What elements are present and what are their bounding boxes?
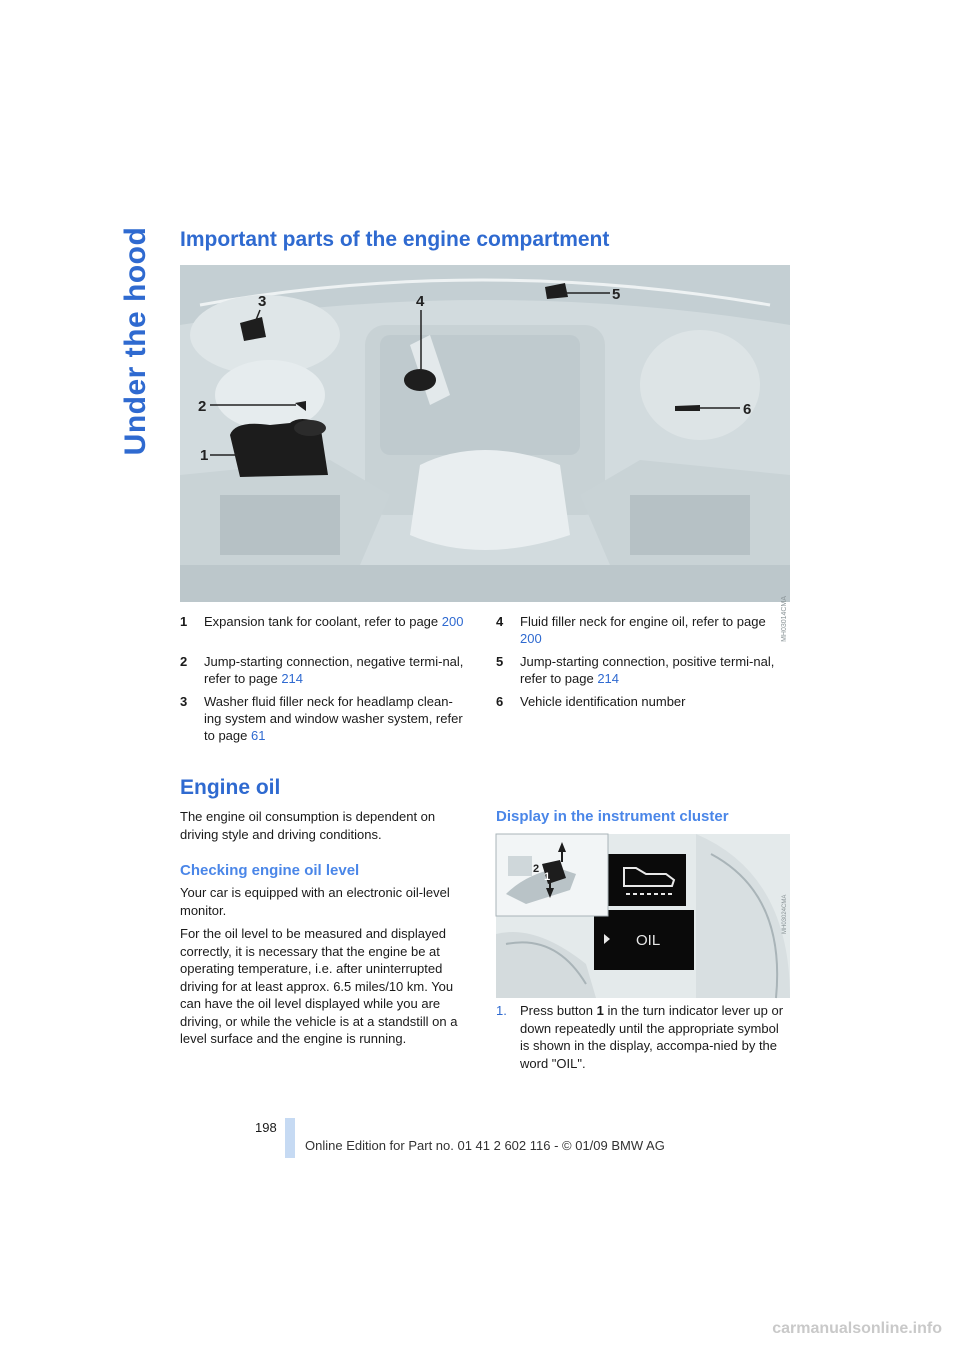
legend-item-6 — [496, 693, 786, 710]
side-tab-label: Under the hood — [119, 226, 152, 455]
callout-2: 2 — [198, 398, 207, 415]
step-number: 1. — [496, 1003, 507, 1018]
callout-1: 1 — [200, 447, 209, 464]
section-title-engine-oil: Engine oil — [180, 776, 281, 799]
page-link[interactable]: 200 — [441, 614, 464, 629]
callout-4: 4 — [416, 293, 425, 310]
legend-number: 1 — [180, 614, 188, 629]
photo-code: MH03014CMA — [781, 596, 788, 642]
legend-item-5 — [496, 653, 786, 687]
page-link[interactable]: 214 — [597, 671, 620, 686]
side-tab — [118, 228, 154, 453]
cluster-callout-2: 2 — [533, 863, 540, 875]
cluster-image-code: MH03024CMA — [782, 894, 788, 934]
footer-bar — [285, 1118, 295, 1158]
callout-3: 3 — [258, 293, 267, 310]
paragraph-measurement: For the oil level to be measured and displayed correctly, it is necessary that the engine be at operating temperature, i.e. after uninterrupted driving for at least approx. 6.5 miles/10 km. You can have the oil level displayed while you are driving, or while the vehicle is at a standstill on a level surface and the engine is running. — [180, 926, 458, 1046]
legend-number: 2 — [180, 654, 188, 669]
callout-6: 6 — [743, 401, 752, 418]
subsection-title-checking: Checking engine oil level — [180, 862, 360, 879]
callout-5: 5 — [612, 286, 621, 303]
page-number: 198 — [255, 1120, 277, 1135]
watermark: carmanualsonline.info — [772, 1320, 942, 1337]
legend-item-1 — [180, 613, 470, 630]
paragraph-monitor: Your car is equipped with an electronic oil-level monitor. — [180, 885, 450, 918]
section-title-engine-compartment: Important parts of the engine compartment — [180, 228, 610, 251]
cluster-callout-1: 1 — [544, 871, 551, 883]
legend-text: Jump-starting connection, negative termi-nal, refer to page — [204, 654, 464, 686]
step-button-ref: 1 — [596, 1003, 604, 1018]
step-1 — [496, 1002, 790, 1072]
subsection-title-display: Display in the instrument cluster — [496, 808, 729, 825]
legend-text: Expansion tank for coolant, refer to page — [204, 614, 442, 629]
page-link[interactable]: 61 — [251, 728, 266, 743]
legend-item-3 — [180, 693, 470, 744]
engine-illustration — [180, 265, 790, 602]
legend-number: 6 — [496, 694, 504, 709]
legend-number: 4 — [496, 614, 504, 629]
intro-paragraph: The engine oil consumption is dependent on driving style and driving conditions. — [180, 809, 436, 842]
legend-text: Jump-starting connection, positive termi-nal, refer to page — [520, 654, 775, 686]
legend-item-2 — [180, 653, 470, 687]
page-link[interactable]: 200 — [520, 631, 542, 646]
legend-item-4 — [496, 613, 786, 647]
step-text-before: Press button — [520, 1003, 597, 1018]
legend-text: Fluid filler neck for engine oil, refer to page — [520, 614, 766, 629]
legend-number: 3 — [180, 694, 188, 709]
step-text-after: in the turn indicator lever up or down repeatedly until the appropriate symbol is shown in the display, accompa-nied by the word "OIL". — [520, 1003, 784, 1071]
oil-display-text: OIL — [636, 932, 661, 949]
legend-text: Vehicle identification number — [520, 694, 686, 709]
legend-number: 5 — [496, 654, 504, 669]
footer-edition: Online Edition for Part no. 01 41 2 602 116 - © 01/09 BMW AG — [305, 1138, 665, 1153]
legend-text: Washer fluid filler neck for headlamp clean-ing system and window washer system, refer to page — [204, 694, 463, 743]
instrument-cluster-image — [496, 834, 790, 998]
cluster-illustration — [496, 834, 790, 998]
page-link[interactable]: 214 — [281, 671, 304, 686]
